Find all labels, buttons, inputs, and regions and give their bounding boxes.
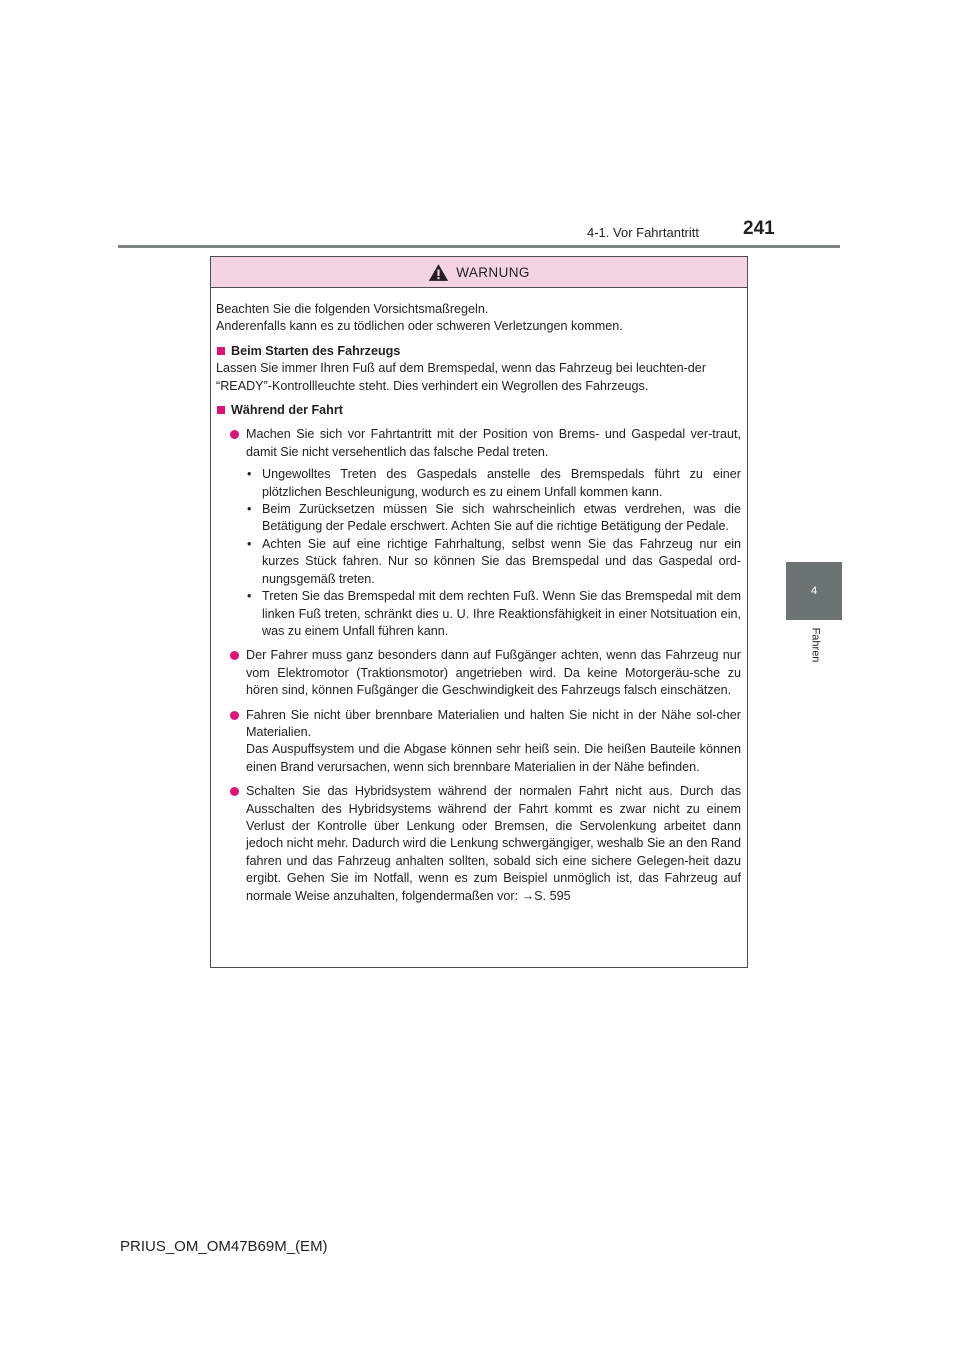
sub-item-marker: • bbox=[247, 589, 252, 604]
list-item-text: Schalten Sie das Hybridsystem während der normalen Fahrt nicht aus. Durch das Ausschalten des Hybridsystems während der Fahrt kommt es zwar nicht zu einem Verlust der Kontrolle über Lenkung oder Bremsen, die Servolenkung arbeitet dann jedoch nicht mehr. Dadurch wird die Lenkung schwergängiger, weshalb Sie an den Rand fahren und das Fahrzeug anhalten sollten, sobald sich eine sichere Gelegen-heit dazu ergibt. Gehen Sie im Notfall, wenn es zum Beispiel unmöglich ist, das Fahrzeug auf normale Weise anzuhalten, folgendermaßen vor: →S. 595 bbox=[246, 784, 741, 903]
chapter-tab-number: 4 bbox=[786, 562, 842, 620]
list-item-text: Das Auspuffsystem und die Abgase können sehr heiß sein. Die heißen Bauteile können einen Brand verursachen, wenn sich brennbare Materialien in der Nähe befinden. bbox=[246, 742, 741, 774]
sub-item bbox=[247, 536, 741, 588]
section-title: 4-1. Vor Fahrtantritt bbox=[587, 225, 699, 240]
section-heading-text: Beim Starten des Fahrzeugs bbox=[231, 343, 401, 358]
warning-body bbox=[211, 288, 747, 905]
sub-item-marker: • bbox=[247, 502, 252, 517]
document-id: PRIUS_OM_OM47B69M_(EM) bbox=[120, 1238, 328, 1255]
chapter-tab-label-text: Fahren bbox=[808, 627, 821, 663]
sub-item-text: Achten Sie auf eine richtige Fahrhaltung, selbst wenn Sie das Fahrzeug nur ein kurzes Stück fahren. Nur so können Sie das Bremspedal und das Gaspedal ord-nungsgemäß treten. bbox=[262, 536, 741, 586]
list-item bbox=[216, 647, 741, 699]
section-heading bbox=[216, 343, 741, 360]
circle-bullet-icon bbox=[230, 651, 239, 660]
section-text: Lassen Sie immer Ihren Fuß auf dem Bremspedal, wenn das Fahrzeug bei leuchten-der “READY”-Kontrollleuchte steht. Dies verhindert ein Wegrollen des Fahrzeugs. bbox=[216, 361, 707, 393]
warning-box bbox=[210, 256, 748, 968]
warning-title: WARNUNG bbox=[456, 264, 530, 280]
sub-item-marker: • bbox=[247, 536, 252, 551]
sub-item-text: Beim Zurücksetzen müssen Sie sich wahrscheinlich etwas verdrehen, was die Betätigung der Pedale erschwert. Achten Sie auf die richtige Betätigung der Pedale. bbox=[262, 502, 741, 534]
list-item-text: Fahren Sie nicht über brennbare Materialien und halten Sie nicht in der Nähe sol-cher Materialien. bbox=[246, 707, 741, 739]
section-heading bbox=[216, 402, 741, 419]
square-bullet-icon bbox=[217, 406, 225, 414]
sub-list bbox=[247, 466, 741, 640]
circle-bullet-icon bbox=[230, 787, 239, 796]
sub-item-marker: • bbox=[247, 467, 252, 482]
page-number: 241 bbox=[743, 218, 775, 239]
header-divider bbox=[118, 245, 840, 248]
chapter-tab-label bbox=[793, 620, 837, 670]
square-bullet-icon bbox=[217, 347, 225, 355]
list-item-content bbox=[246, 707, 741, 777]
sub-item-text: Ungewolltes Treten des Gaspedals anstelle des Bremspedals führt zu einer plötzlichen Beschleunigung, wodurch es zu einem Unfall kommen kann. bbox=[262, 467, 741, 499]
sub-item bbox=[247, 501, 741, 536]
sub-item bbox=[247, 466, 741, 501]
list-item-text: Machen Sie sich vor Fahrtantritt mit der Position von Brems- und Gaspedal ver-traut, damit Sie nicht versehentlich das falsche Pedal treten. bbox=[246, 427, 741, 459]
list-item bbox=[216, 783, 741, 905]
circle-bullet-icon bbox=[230, 430, 239, 439]
sub-item bbox=[247, 588, 741, 640]
intro-line: Beachten Sie die folgenden Vorsichtsmaßregeln. bbox=[216, 302, 489, 316]
intro-line: Anderenfalls kann es zu tödlichen oder schweren Verletzungen kommen. bbox=[216, 319, 623, 334]
list-item bbox=[216, 707, 741, 777]
list-item-text: Der Fahrer muss ganz besonders dann auf Fußgänger achten, wenn das Fahrzeug nur vom Elektromotor (Traktionsmotor) angetrieben wird. Da keine Motorgeräu-sche zu hören sind, können Fußgänger die Geschwindigkeit des Fahrzeugs falsch einschätzen. bbox=[246, 648, 741, 698]
list-item bbox=[216, 426, 741, 461]
circle-bullet-icon bbox=[230, 711, 239, 720]
sub-item-text: Treten Sie das Bremspedal mit dem rechten Fuß. Wenn Sie das Bremspedal mit dem linken Fuß treten, schränkt dies u. U. Ihre Reaktionsfähigkeit in einer Notsituation ein, was zu einem Unfall führen kann. bbox=[262, 589, 741, 638]
warning-triangle-icon bbox=[428, 263, 449, 282]
warning-header bbox=[211, 257, 747, 288]
section-heading-text: Während der Fahrt bbox=[231, 403, 343, 418]
